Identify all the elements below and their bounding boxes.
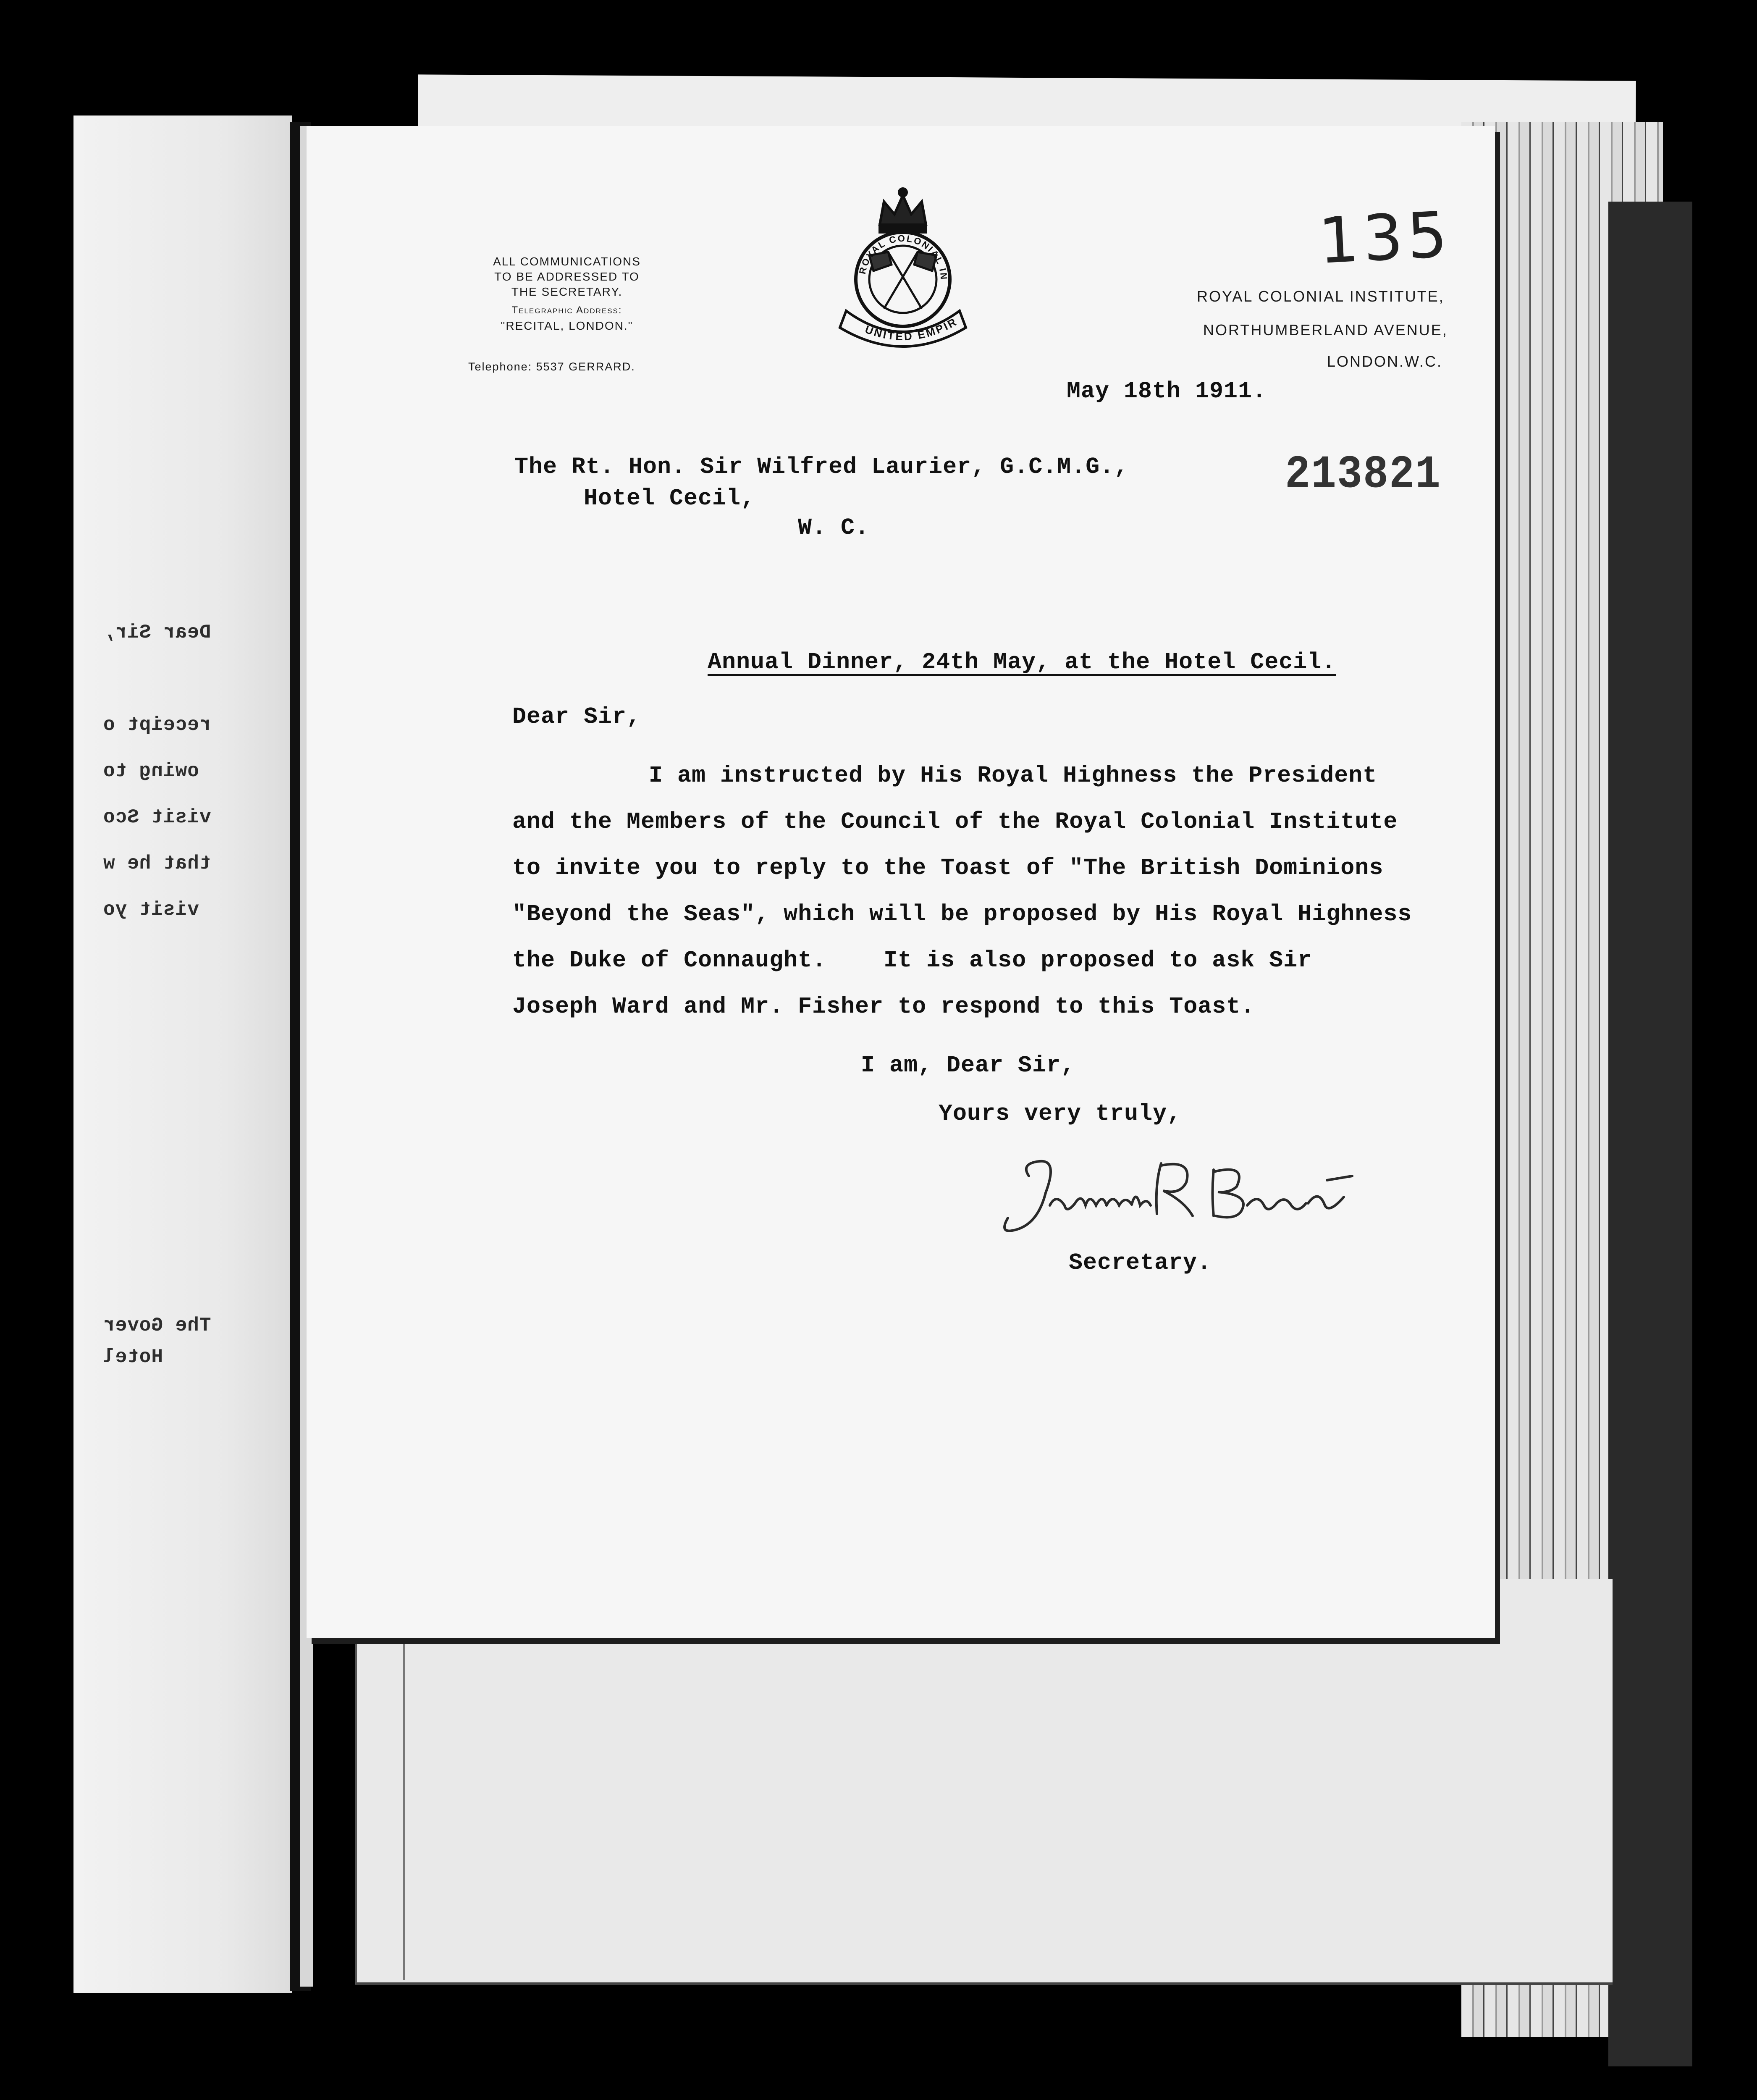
crest-ribbon-text: UNITED EMPIR [863, 315, 960, 343]
body-line: to invite you to reply to the Toast of "The British Dominions [512, 855, 1384, 881]
left-facing-page [73, 116, 292, 1993]
folio-number: 135 [1316, 198, 1453, 278]
bleed-line: visit yo [103, 899, 199, 921]
signatory-title: Secretary. [1069, 1250, 1212, 1276]
closing-line: I am, Dear Sir, [861, 1052, 1075, 1079]
telegraphic-address: "RECITAL, LONDON." [501, 319, 633, 332]
bleed-line: owing to [103, 760, 199, 782]
institute-city: LONDON.W.C. [1327, 353, 1443, 370]
bleed-line: Hotel [103, 1346, 163, 1368]
salutation: Dear Sir, [512, 704, 641, 730]
binder-edge [1608, 202, 1692, 2066]
body-line: Joseph Ward and Mr. Fisher to respond to this Toast. [512, 993, 1255, 1020]
letter-subject: Annual Dinner, 24th May, at the Hotel Cecil. [708, 649, 1336, 675]
institute-name: ROYAL COLONIAL INSTITUTE, [1197, 288, 1445, 305]
bleed-line: The Gover [103, 1315, 211, 1336]
bleed-line: that he w [103, 853, 211, 874]
body-line: the Duke of Connaught. It is also proposed to ask Sir [512, 947, 1312, 974]
letterhead-line: ALL COMMUNICATIONS [493, 255, 641, 268]
institute-street: NORTHUMBERLAND AVENUE, [1203, 321, 1448, 339]
letterhead-line: THE SECRETARY. [511, 285, 623, 298]
letter-date: May 18th 1911. [1067, 378, 1267, 404]
bleed-line: visit Sco [103, 806, 211, 828]
bleed-line: receipt o [103, 714, 211, 736]
address-line: Hotel Cecil, [584, 485, 755, 512]
lower-sheet-crease [403, 1630, 1497, 1980]
institute-crest [821, 185, 985, 353]
signature-drawing [995, 1147, 1365, 1247]
body-line: I am instructed by His Royal Highness the President [649, 762, 1377, 789]
letterhead-contact-block [458, 254, 676, 333]
crown-crest-icon [821, 185, 985, 353]
bleed-line: Dear Sir, [103, 622, 211, 643]
closing-line: Yours very truly, [939, 1100, 1182, 1127]
crest-ring-text: ROYAL COLONIAL IN [857, 233, 949, 281]
file-stamp: 213821 [1285, 449, 1442, 501]
body-line: "Beyond the Seas", which will be proposed by His Royal Highness [512, 901, 1412, 927]
telegraphic-label: Telegraphic Address: [511, 304, 622, 316]
address-line: The Rt. Hon. Sir Wilfred Laurier, G.C.M.G., [514, 454, 1129, 480]
letterhead-line: TO BE ADDRESSED TO [494, 270, 640, 283]
handwritten-signature [995, 1147, 1365, 1247]
body-line: and the Members of the Council of the Royal Colonial Institute [512, 808, 1398, 835]
telephone-number: Telephone: 5537 GERRARD. [468, 360, 635, 373]
address-line: W. C. [798, 514, 870, 541]
